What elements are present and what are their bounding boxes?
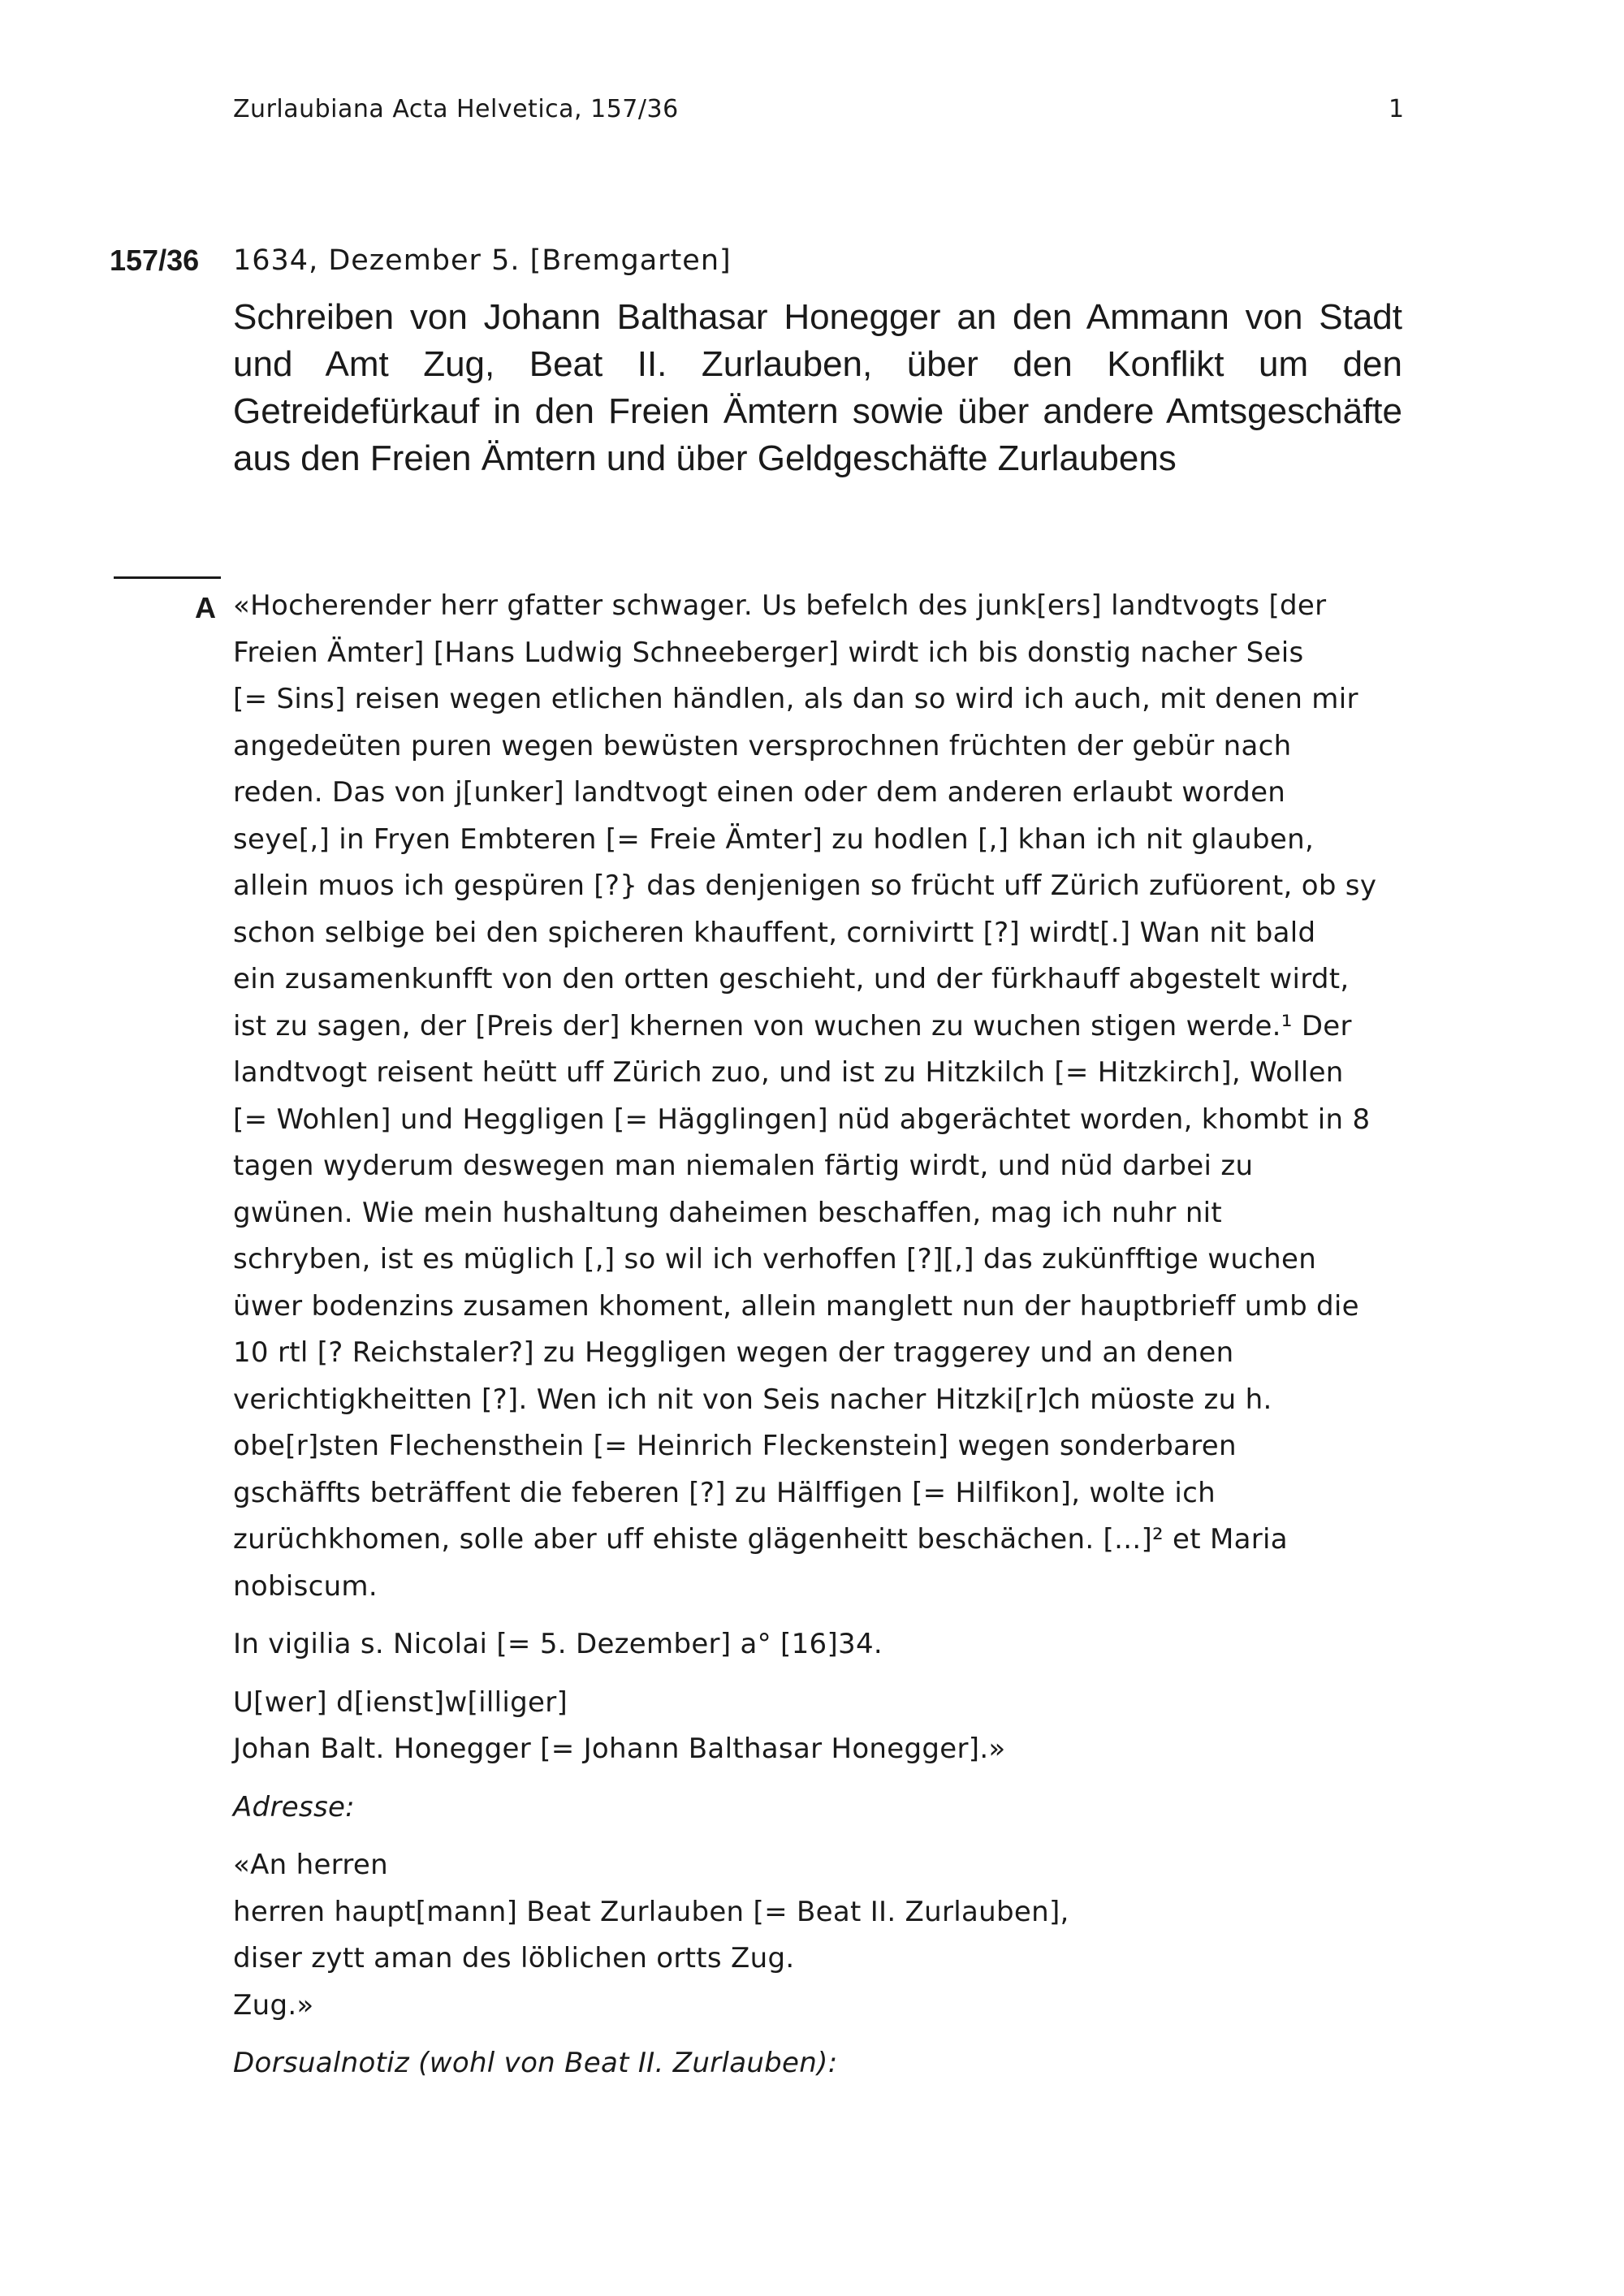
letter-line: schryben, ist es müglich [,] so wil ich verhoffen [?][,] das zukünfftige wuchen [233,1243,1317,1275]
letter-line: schon selbige bei den spicheren khauffent, cornivirtt [?] wirdt[.] Wan nit bald [233,916,1316,949]
letter-line: ein zusamenkunfft von den ortten geschieht, und der fürkhauff abgestelt wirdt, [233,963,1350,995]
letter-line: ist zu sagen, der [Preis der] khernen von wuchen zu wuchen stigen werde.¹ Der [233,1009,1352,1042]
letter-line: seye[,] in Fryen Embteren [= Freie Ämter] zu hodlen [,] khan ich nit glauben, [233,822,1315,856]
series-title: Zurlaubiana Acta Helvetica, 157/36 [233,95,679,123]
letter-line: verichtigkheitten [?]. Wen ich nit von Seis nacher Hitzki[r]ch müoste zu h. [233,1383,1272,1416]
signature: Johan Balt. Honegger [= Johann Balthasar Honegger].» [233,1733,1006,1765]
closing-formula: U[wer] d[ienst]w[illiger] [233,1685,568,1719]
address-line: «An herren [233,1849,388,1881]
address-label: Adresse: [233,1790,355,1823]
dateline: In vigilia s. Nicolai [= 5. Dezember] a° [16]34. [233,1628,883,1660]
letter-line: tagen wyderum deswegen man niemalen färtig wirdt, und nüd darbei zu [233,1150,1254,1182]
letter-line: [= Wohlen] und Heggligen [= Hägglingen] nüd abgerächtet worden, khombt in 8 [233,1103,1371,1136]
letter-line: nobiscum. [233,1569,378,1603]
document-title: Schreiben von Johann Balthasar Honegger an den Ammann von Stadt und Amt Zug, Beat II. Zurlauben, über den Konflikt um den Getreidefürkauf in den Freien Ämtern sowie über andere Amtsgeschäfte aus den Freien Ämtern und über Geldgeschäfte Zurlaubens [233,297,1402,478]
address-line: Zug.» [233,1988,314,2022]
document-number: 157/36 [110,244,200,277]
letter-line: 10 rtl [? Reichstaler?] zu Heggligen wegen der traggerey und an denen [233,1336,1234,1369]
letter-line: «Hocherender herr gfatter schwager. Us befelch des junk[ers] landtvogts [der [233,589,1327,622]
document-date: 1634, Dezember 5. [Bremgarten] [233,244,732,277]
letter-line: landtvogt reisent heütt uff Zürich zuo, und ist zu Hitzkilch [= Hitzkirch], Wollen [233,1056,1344,1089]
letter-line: Freien Ämter] [Hans Ludwig Schneeberger] wirdt ich bis donstig nacher Seis [233,636,1304,669]
address-line: diser zytt aman des löblichen ortts Zug. [233,1942,795,1974]
address-block [233,1842,1402,2029]
letter-text [233,583,1402,1610]
letter-line: gwünen. Wie mein hushaltung daheimen beschaffen, mag ich nuhr nit [233,1196,1223,1229]
section-divider [114,576,221,579]
letter-line: gschäffts beträffent die feberen [?] zu Hälffigen [= Hilfikon], wolte ich [233,1476,1216,1509]
letter-line: üwer bodenzins zusamen khoment, allein manglett nun der hauptbrieff umb die [233,1289,1359,1323]
section-marker: A [195,591,216,624]
page-number: 1 [1389,95,1405,123]
letter-line: obe[r]sten Flechensthein [= Heinrich Fleckenstein] wegen sonderbaren [233,1430,1237,1462]
letter-line: angedeüten puren wegen bewüsten versprochnen früchten der gebür nach [233,729,1292,762]
dorsal-note-label: Dorsualnotiz (wohl von Beat II. Zurlauben): [233,2047,838,2079]
letter-body [233,583,1402,2087]
letter-line: zurüchkhomen, solle aber uff ehiste glägenheitt beschächen. [...]² et Maria [233,1523,1288,1556]
letter-line: reden. Das von j[unker] landtvogt einen oder dem anderen erlaubt worden [233,776,1286,809]
letter-line: [= Sins] reisen wegen etlichen händlen, als dan so wird ich auch, mit denen mir [233,683,1358,715]
address-line: herren haupt[mann] Beat Zurlauben [= Beat II. Zurlauben], [233,1895,1069,1928]
closing-block [233,1680,1402,1773]
letter-line: allein muos ich gespüren [?} das denjenigen so frücht uff Zürich zufüorent, ob sy [233,870,1377,902]
